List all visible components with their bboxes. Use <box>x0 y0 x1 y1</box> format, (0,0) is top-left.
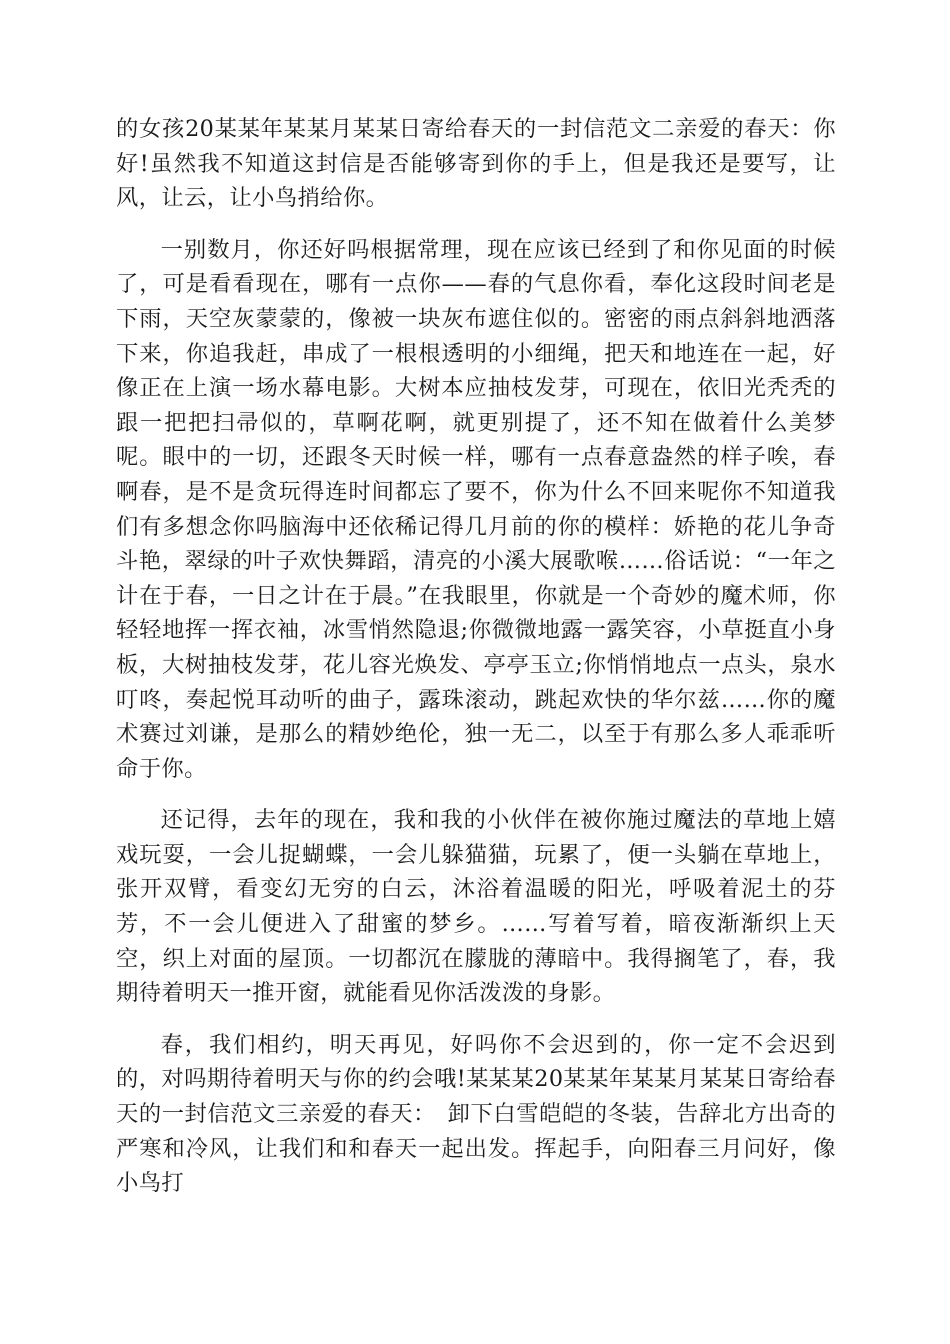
paragraph-1: 的女孩20某某年某某月某某日寄给春天的一封信范文二亲爱的春天：你好!虽然我不知道这封信是否能够寄到你的手上，但是我还是要写，让风，让云，让小鸟捎给你。 <box>116 116 836 212</box>
paragraph-2: 一别数月，你还好吗根据常理，现在应该已经到了和你见面的时候了，可是看看现在，哪有一点你——春的气息你看，奉化这段时间老是下雨，天空灰蒙蒙的，像被一块灰布遮住似的。密密的雨点斜斜地洒落下来，你追我赶，串成了一根根透明的小细绳，把天和地连在一起，好像正在上演一场水幕电影。大树本应抽枝发芽，可现在，依旧光秃秃的跟一把把扫帚似的，草啊花啊，就更别提了，还不知在做着什么美梦呢。眼中的一切，还跟冬天时候一样，哪有一点春意盎然的样子唉，春啊春，是不是贪玩得连时间都忘了要不，你为什么不回来呢你不知道我们有多想念你吗脑海中还依稀记得几月前的你的模样：娇艳的花儿争奇斗艳，翠绿的叶子欢快舞蹈，清亮的小溪大展歌喉……俗话说：“一年之计在于春，一日之计在于晨。”在我眼里，你就是一个奇妙的魔术师，你轻轻地挥一挥衣袖，冰雪悄然隐退;你微微地露一露笑容，小草挺直小身板，大树抽枝发芽，花儿容光焕发、亭亭玉立;你悄悄地点一点头，泉水叮咚，奏起悦耳动听的曲子，露珠滚动，跳起欢快的华尔兹……你的魔术赛过刘谦，是那么的精妙绝伦，独一无二，以至于有那么多人乖乖听命于你。 <box>116 236 836 782</box>
paragraph-3: 还记得，去年的现在，我和我的小伙伴在被你施过魔法的草地上嬉戏玩耍，一会儿捉蝴蝶，一会儿躲猫猫，玩累了，便一头躺在草地上，张开双臂，看变幻无穷的白云，沐浴着温暖的阳光，呼吸着泥土的芬芳，不一会儿便进入了甜蜜的梦乡。……写着写着，暗夜渐渐织上天空，织上对面的屋顶。一切都沉在朦胧的薄暗中。我得搁笔了，春，我期待着明天一推开窗，就能看见你活泼泼的身影。 <box>116 807 836 1007</box>
paragraph-gap <box>116 1011 836 1028</box>
document-page <box>116 112 836 1201</box>
paragraph-4: 春，我们相约，明天再见，好吗你不会迟到的，你一定不会迟到的，对吗期待着明天与你的约会哦!某某某20某某年某某月某某日寄给春天的一封信范文三亲爱的春天： 卸下白雪皑皑的冬装，告辞北方出奇的严寒和冷风，让我们和和春天一起出发。挥起手，向阳春三月问好，像小鸟打 <box>116 1031 836 1197</box>
paragraph-gap <box>116 216 836 233</box>
paragraph-gap <box>116 786 836 803</box>
